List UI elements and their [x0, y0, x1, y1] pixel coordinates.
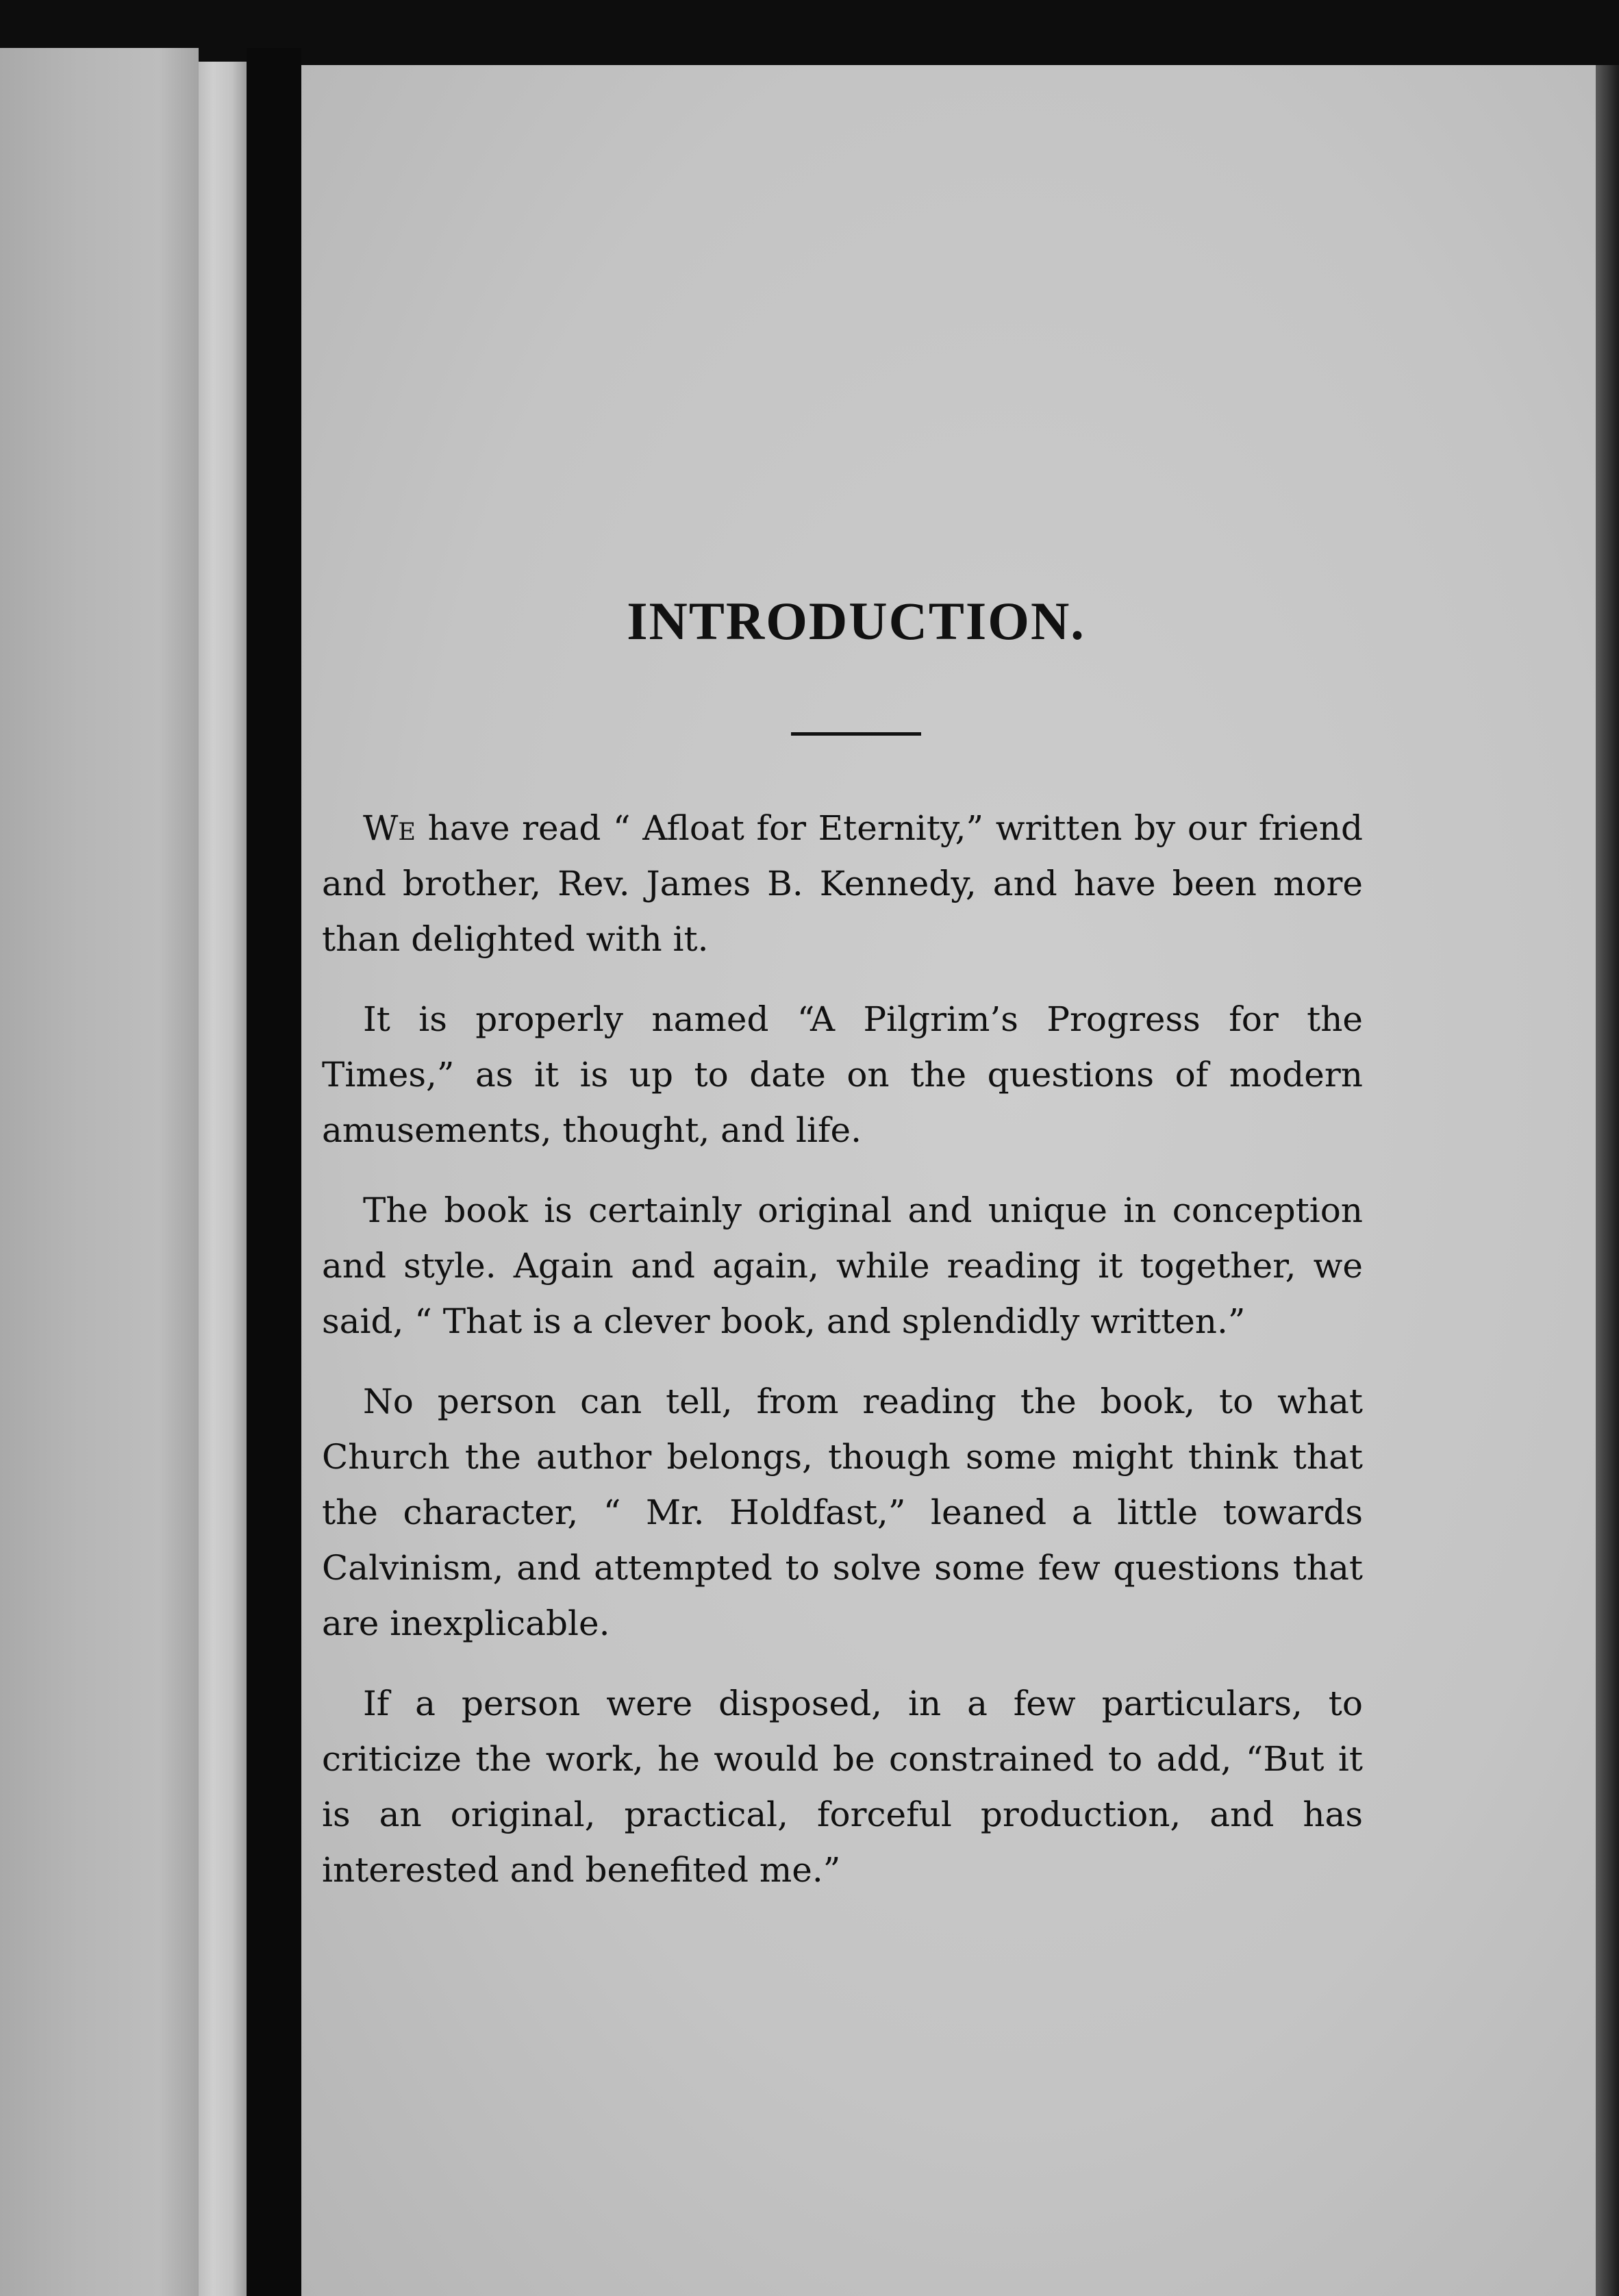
left-page-fore-edge	[199, 62, 247, 2296]
title-rule	[791, 732, 921, 736]
paragraph-1-lead: We	[363, 808, 416, 848]
paragraph-1	[322, 801, 1363, 967]
paragraph-2	[322, 992, 1363, 1158]
right-page-shadow	[1596, 65, 1619, 2296]
paragraph-5	[322, 1676, 1363, 1898]
paragraph-4	[322, 1374, 1363, 1651]
paragraph-3	[322, 1183, 1363, 1349]
paragraph-4-text: No person can tell, from reading the book, to what Church the author belongs, though some might think that the character, “ Mr. Holdfast,” leaned a little towards Calvinism, and attempted to solve some few questions that are inexplicable.	[322, 1381, 1363, 1643]
left-page-edge	[0, 48, 199, 2296]
page-title: INTRODUCTION.	[627, 591, 1085, 651]
paragraph-2-text: It is properly named “A Pilgrim’s Progress for the Times,” as it is up to date on the questions of modern amusements, thought, and life.	[322, 999, 1363, 1150]
paragraph-5-text: If a person were disposed, in a few particulars, to criticize the work, he would be constrained to add, “But it is an original, practical, forceful production, and has interested and benefited me.”	[322, 1683, 1363, 1890]
book-gutter	[247, 48, 301, 2296]
paragraph-3-text: The book is certainly original and unique in conception and style. Again and again, while reading it together, we said, “ That is a clever book, and splendidly written.”	[322, 1190, 1363, 1341]
paragraph-1-text: have read “ Afloat for Eternity,” written by our friend and brother, Rev. James B. Kennedy, and have been more than delighted with it.	[322, 808, 1363, 959]
page-content	[322, 589, 1363, 1923]
